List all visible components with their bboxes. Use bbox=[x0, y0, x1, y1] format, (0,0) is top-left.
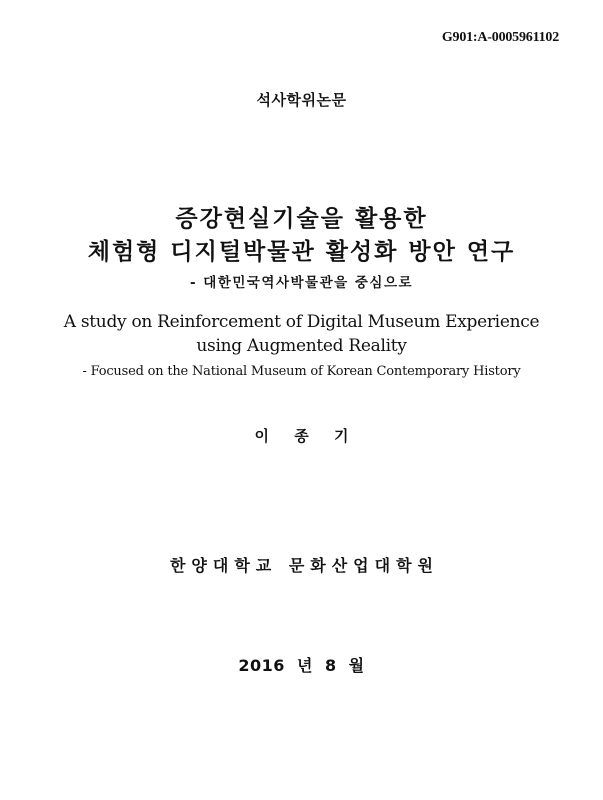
degree-label: 석사학위논문 bbox=[256, 91, 347, 109]
english-title-line-1: A study on Reinforcement of Digital Museum Experience bbox=[63, 312, 540, 332]
school-name: 한양대학교 문화산업대학원 bbox=[169, 556, 440, 575]
english-title-line-2: using Augmented Reality bbox=[196, 336, 407, 356]
submission-date: 2016 년 8 월 bbox=[238, 656, 365, 675]
english-subtitle: - Focused on the National Museum of Korean Contemporary History bbox=[82, 364, 521, 379]
author-name: 이 종 기 bbox=[254, 427, 359, 445]
korean-subtitle: - 대한민국역사박물관을 중심으로 bbox=[189, 275, 414, 291]
korean-title-line-2: 체험형 디지털박물관 활성화 방안 연구 bbox=[87, 239, 516, 265]
korean-title-line-1: 증강현실기술을 활용한 bbox=[175, 206, 428, 232]
document-id-code: G901:A-0005961102 bbox=[441, 30, 559, 45]
